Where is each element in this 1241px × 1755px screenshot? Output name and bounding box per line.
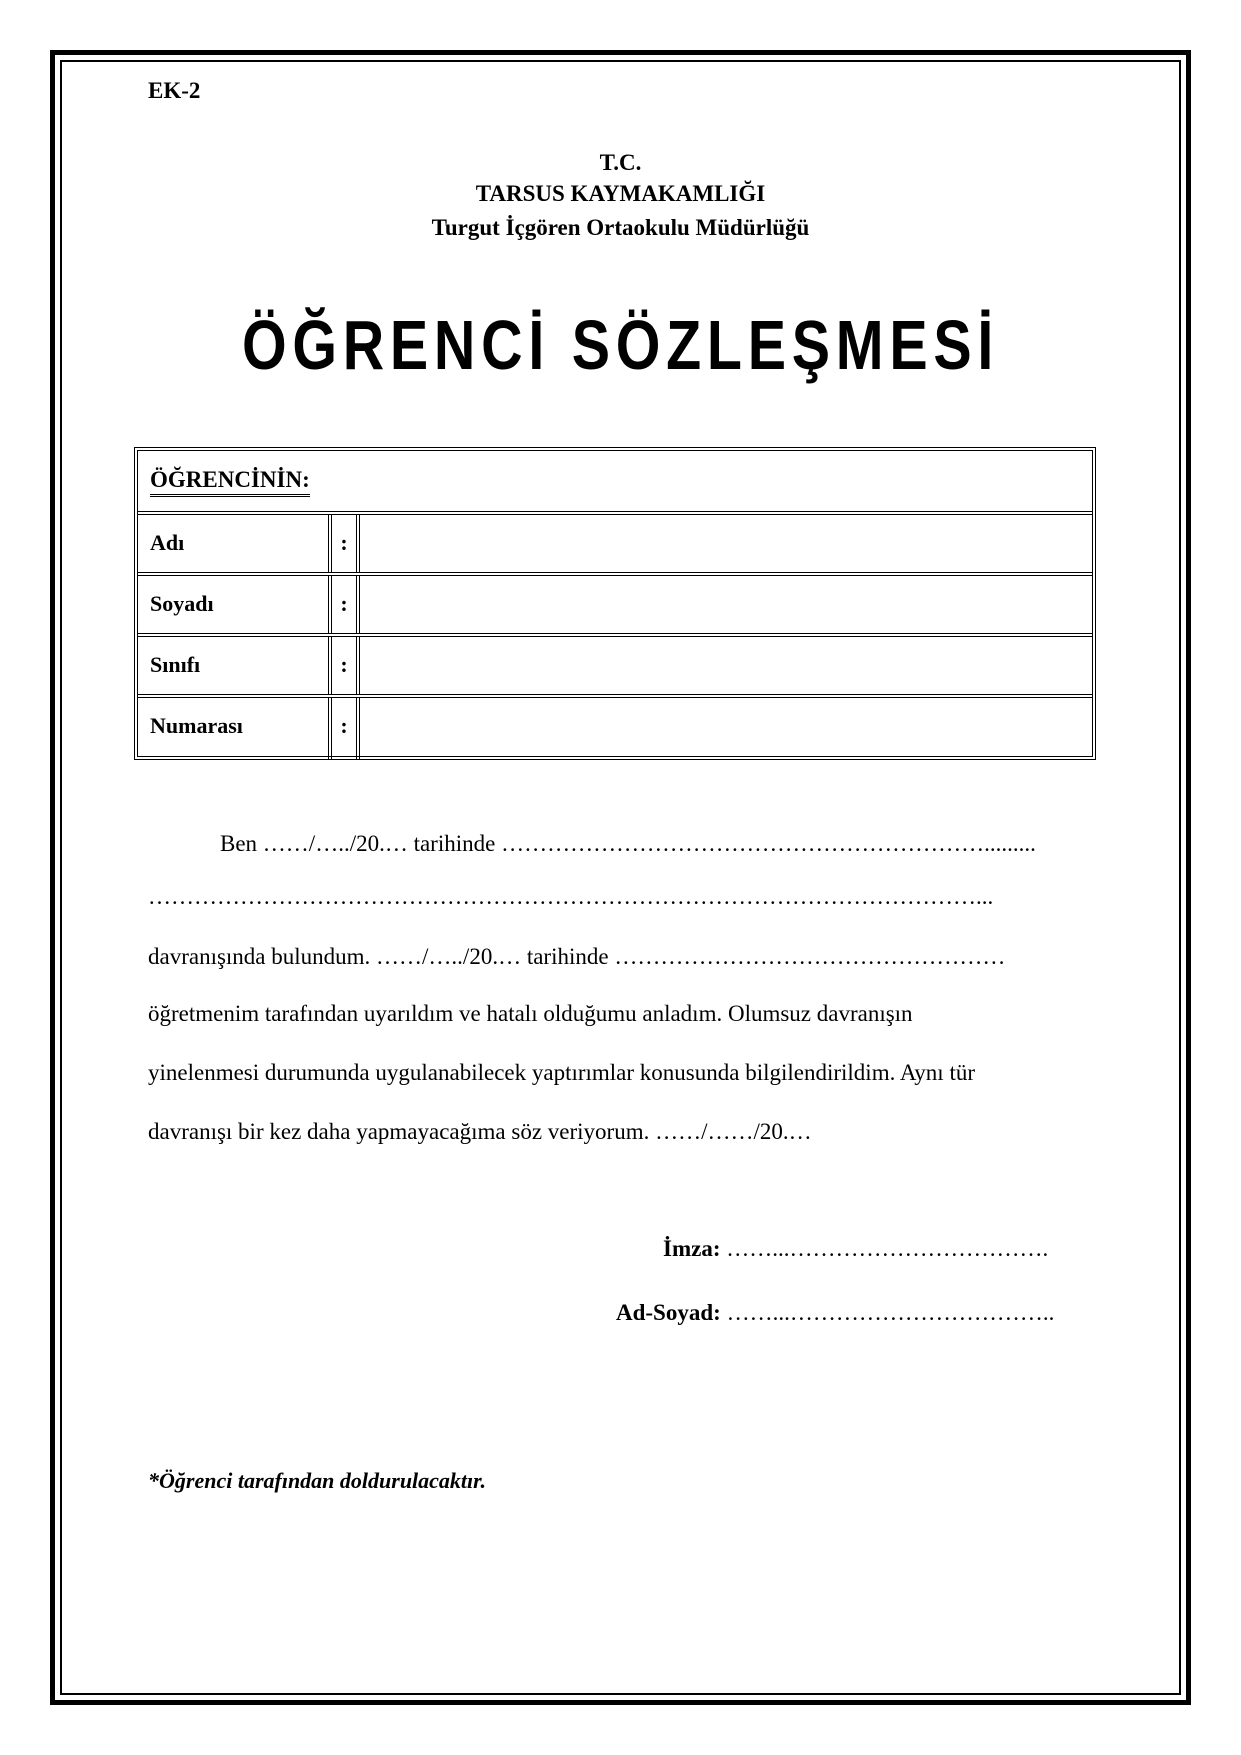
field-row-number — [138, 698, 1092, 759]
body-line-4: öğretmenim tarafından uyarıldım ve hatalı olduğumu anladım. Olumsuz davranışın — [148, 1001, 913, 1026]
field-colon: : — [328, 576, 360, 633]
field-row-class — [138, 637, 1092, 698]
name-surname-field[interactable]: ……...…………………………….. — [726, 1300, 1055, 1325]
body-line-1 — [148, 831, 1093, 857]
school-label: Turgut İçgören Ortaokulu Müdürlüğü — [431, 215, 810, 240]
class-field[interactable] — [360, 637, 1092, 694]
number-field[interactable] — [360, 698, 1092, 759]
field-colon: : — [328, 637, 360, 694]
name-surname-line — [616, 1300, 1054, 1326]
name-field[interactable] — [360, 515, 1092, 572]
body-line-1-text: Ben ……/…../20.… tarihinde ………………………………………………………......... — [220, 831, 1036, 856]
document-title: ÖĞRENCİ SÖZLEŞMESİ — [241, 306, 1000, 384]
field-row-surname — [138, 576, 1092, 637]
body-line-2: ………………………………………………………………………………………………... — [148, 884, 994, 909]
field-colon: : — [328, 698, 360, 759]
annex-label: EK-2 — [148, 78, 201, 103]
name-surname-label: Ad-Soyad: — [616, 1300, 721, 1325]
field-label-number: Numarası — [150, 713, 243, 738]
body-line-5: yinelenmesi durumunda uygulanabilecek yaptırımlar konusunda bilgilendirildim. Aynı tür — [148, 1060, 976, 1085]
student-info-table — [134, 447, 1096, 760]
field-label-name: Adı — [150, 530, 185, 555]
field-colon: : — [328, 515, 360, 572]
student-table-header — [138, 451, 1092, 515]
field-label-class: Sınıfı — [150, 652, 201, 677]
signature-label: İmza: — [663, 1236, 721, 1261]
surname-field[interactable] — [360, 576, 1092, 633]
student-table-heading: ÖĞRENCİNİN: — [150, 467, 310, 497]
field-label-surname: Soyadı — [150, 591, 214, 616]
body-line-6: davranışı bir kez daha yapmayacağıma söz veriyorum. ……/……/20.… — [148, 1119, 812, 1144]
signature-line — [663, 1236, 1048, 1262]
signature-field[interactable]: ……...……………………………. — [726, 1236, 1049, 1261]
field-row-name — [138, 515, 1092, 576]
republic-label: T.C. — [599, 150, 642, 175]
district-label: TARSUS KAYMAKAMLIĞI — [475, 181, 766, 206]
footnote: *Öğrenci tarafından doldurulacaktır. — [148, 1468, 487, 1493]
body-line-3: davranışında bulundum. ……/…../20.… tarihinde …………………………………………… — [148, 944, 1006, 969]
